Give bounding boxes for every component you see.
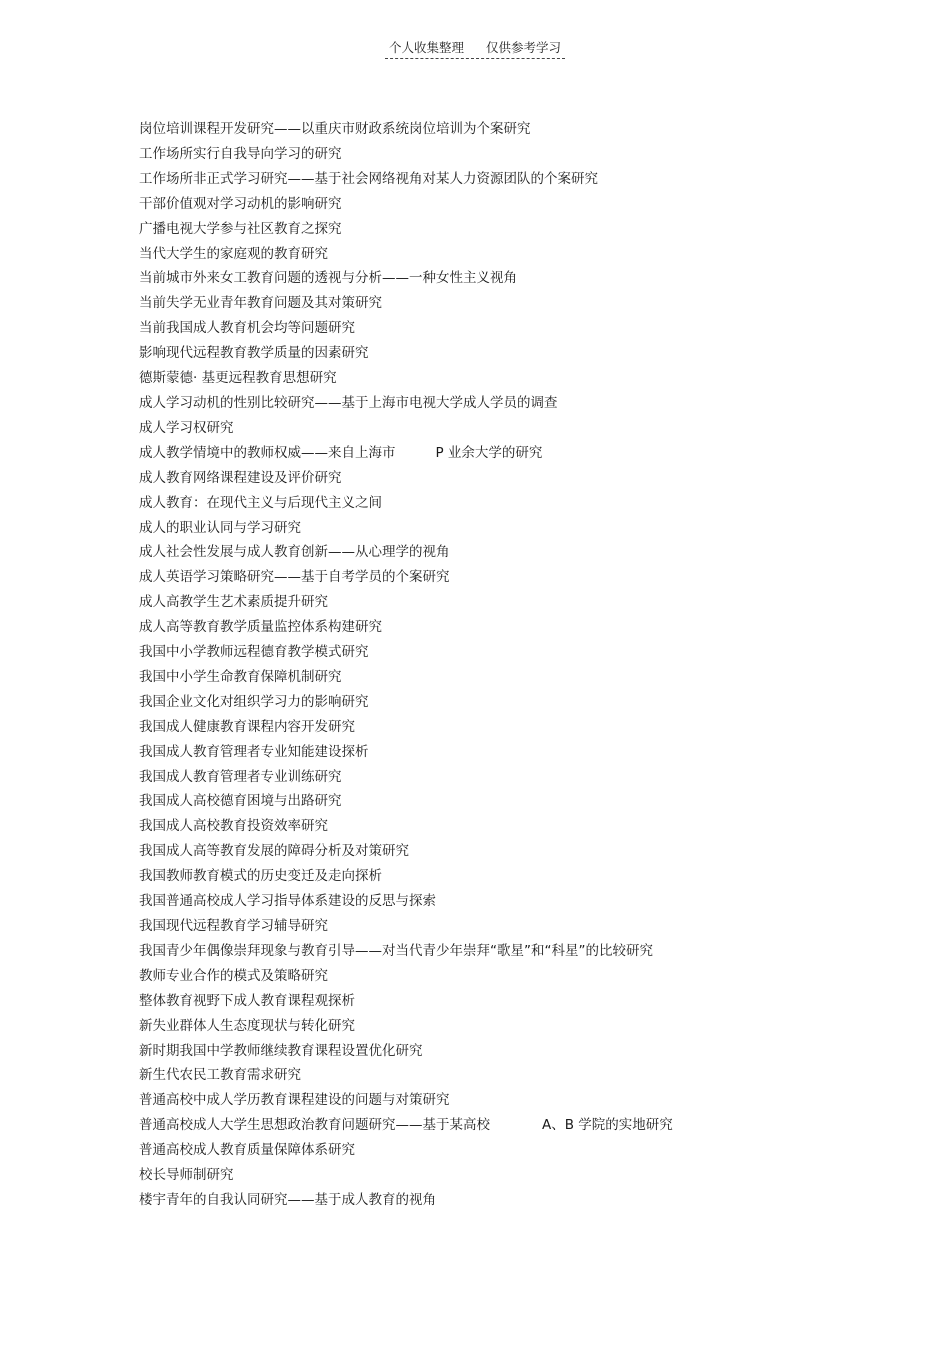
thesis-title: 我国成人高校德育困境与出路研究 — [139, 793, 342, 810]
thesis-title-part: P 业余大学的研究 — [435, 444, 543, 461]
thesis-title: 成人高等教育教学质量监控体系构建研究 — [139, 619, 382, 636]
thesis-title: 我国教师教育模式的历史变迁及走向探析 — [139, 868, 382, 885]
thesis-title: 整体教育视野下成人教育课程观探析 — [139, 992, 355, 1009]
thesis-title: 我国成人高等教育发展的障碍分析及对策研究 — [139, 843, 409, 860]
thesis-title: 成人学习动机的性别比较研究——基于上海市电视大学成人学员的调查 — [139, 394, 558, 411]
thesis-title: 成人教育网络课程建设及评价研究 — [139, 469, 342, 486]
thesis-title — [139, 441, 899, 466]
thesis-title: 我国普通高校成人学习指导体系建设的反思与探索 — [139, 893, 436, 910]
thesis-title: 当前失学无业青年教育问题及其对策研究 — [139, 295, 382, 312]
thesis-title: 当代大学生的家庭观的教育研究 — [139, 245, 328, 262]
thesis-title-list — [139, 117, 899, 1213]
thesis-title: 成人社会性发展与成人教育创新——从心理学的视角 — [139, 544, 450, 561]
header-left-text: 个人收集整理 — [388, 40, 464, 55]
thesis-title: 岗位培训课程开发研究——以重庆市财政系统岗位培训为个案研究 — [139, 121, 531, 137]
thesis-title: 新失业群体人生态度现状与转化研究 — [139, 1017, 355, 1034]
thesis-title: 德斯蒙德· 基更远程教育思想研究 — [139, 370, 337, 387]
thesis-title: 普通高校中成人学历教育课程建设的问题与对策研究 — [139, 1092, 450, 1109]
thesis-title — [139, 1113, 899, 1138]
thesis-title: 工作场所实行自我导向学习的研究 — [139, 145, 342, 162]
header-underline — [385, 40, 565, 59]
thesis-title-part: 成人教学情境中的教师权威——来自上海市 — [139, 444, 396, 461]
thesis-title: 我国成人高校教育投资效率研究 — [139, 818, 328, 835]
thesis-title: 干部价值观对学习动机的影响研究 — [139, 195, 342, 212]
thesis-title: 我国成人教育管理者专业训练研究 — [139, 768, 342, 785]
thesis-title: 我国中小学生命教育保障机制研究 — [139, 668, 342, 685]
thesis-title: 新生代农民工教育需求研究 — [139, 1067, 301, 1084]
thesis-title: 我国企业文化对组织学习力的影响研究 — [139, 693, 369, 710]
thesis-title: 教师专业合作的模式及策略研究 — [139, 967, 328, 984]
thesis-title-part: 普通高校成人大学生思想政治教育问题研究——基于某高校 — [139, 1117, 490, 1134]
thesis-title: 成人高教学生艺术素质提升研究 — [139, 594, 328, 611]
header-right-text: 仅供参考学习 — [486, 40, 562, 55]
thesis-title: 我国青少年偶像崇拜现象与教育引导——对当代青少年崇拜“歌星”和“科星”的比较研究 — [139, 942, 653, 959]
thesis-title: 成人学习权研究 — [139, 419, 234, 436]
thesis-title: 楼宇青年的自我认同研究——基于成人教育的视角 — [139, 1191, 436, 1208]
thesis-title: 我国成人健康教育课程内容开发研究 — [139, 718, 355, 735]
thesis-title: 成人的职业认同与学习研究 — [139, 519, 301, 536]
thesis-title: 我国中小学教师远程德育教学模式研究 — [139, 644, 369, 661]
thesis-title: 当前城市外来女工教育问题的透视与分析——一种女性主义视角 — [139, 270, 517, 287]
page-header — [0, 40, 950, 59]
thesis-title: 校长导师制研究 — [139, 1167, 234, 1184]
thesis-title: 我国现代远程教育学习辅导研究 — [139, 918, 328, 934]
thesis-title-part: A、B 学院的实地研究 — [542, 1117, 673, 1134]
thesis-title: 成人英语学习策略研究——基于自考学员的个案研究 — [139, 569, 450, 586]
thesis-title: 工作场所非正式学习研究——基于社会网络视角对某人力资源团队的个案研究 — [139, 170, 598, 187]
thesis-title: 新时期我国中学教师继续教育课程设置优化研究 — [139, 1042, 423, 1059]
thesis-title: 影响现代远程教育教学质量的因素研究 — [139, 345, 369, 362]
thesis-title: 当前我国成人教育机会均等问题研究 — [139, 320, 355, 337]
thesis-title: 普通高校成人教育质量保障体系研究 — [139, 1142, 355, 1159]
thesis-title: 广播电视大学参与社区教育之探究 — [139, 220, 342, 237]
thesis-title: 我国成人教育管理者专业知能建设探析 — [139, 743, 369, 760]
thesis-title: 成人教育：在现代主义与后现代主义之间 — [139, 494, 382, 511]
